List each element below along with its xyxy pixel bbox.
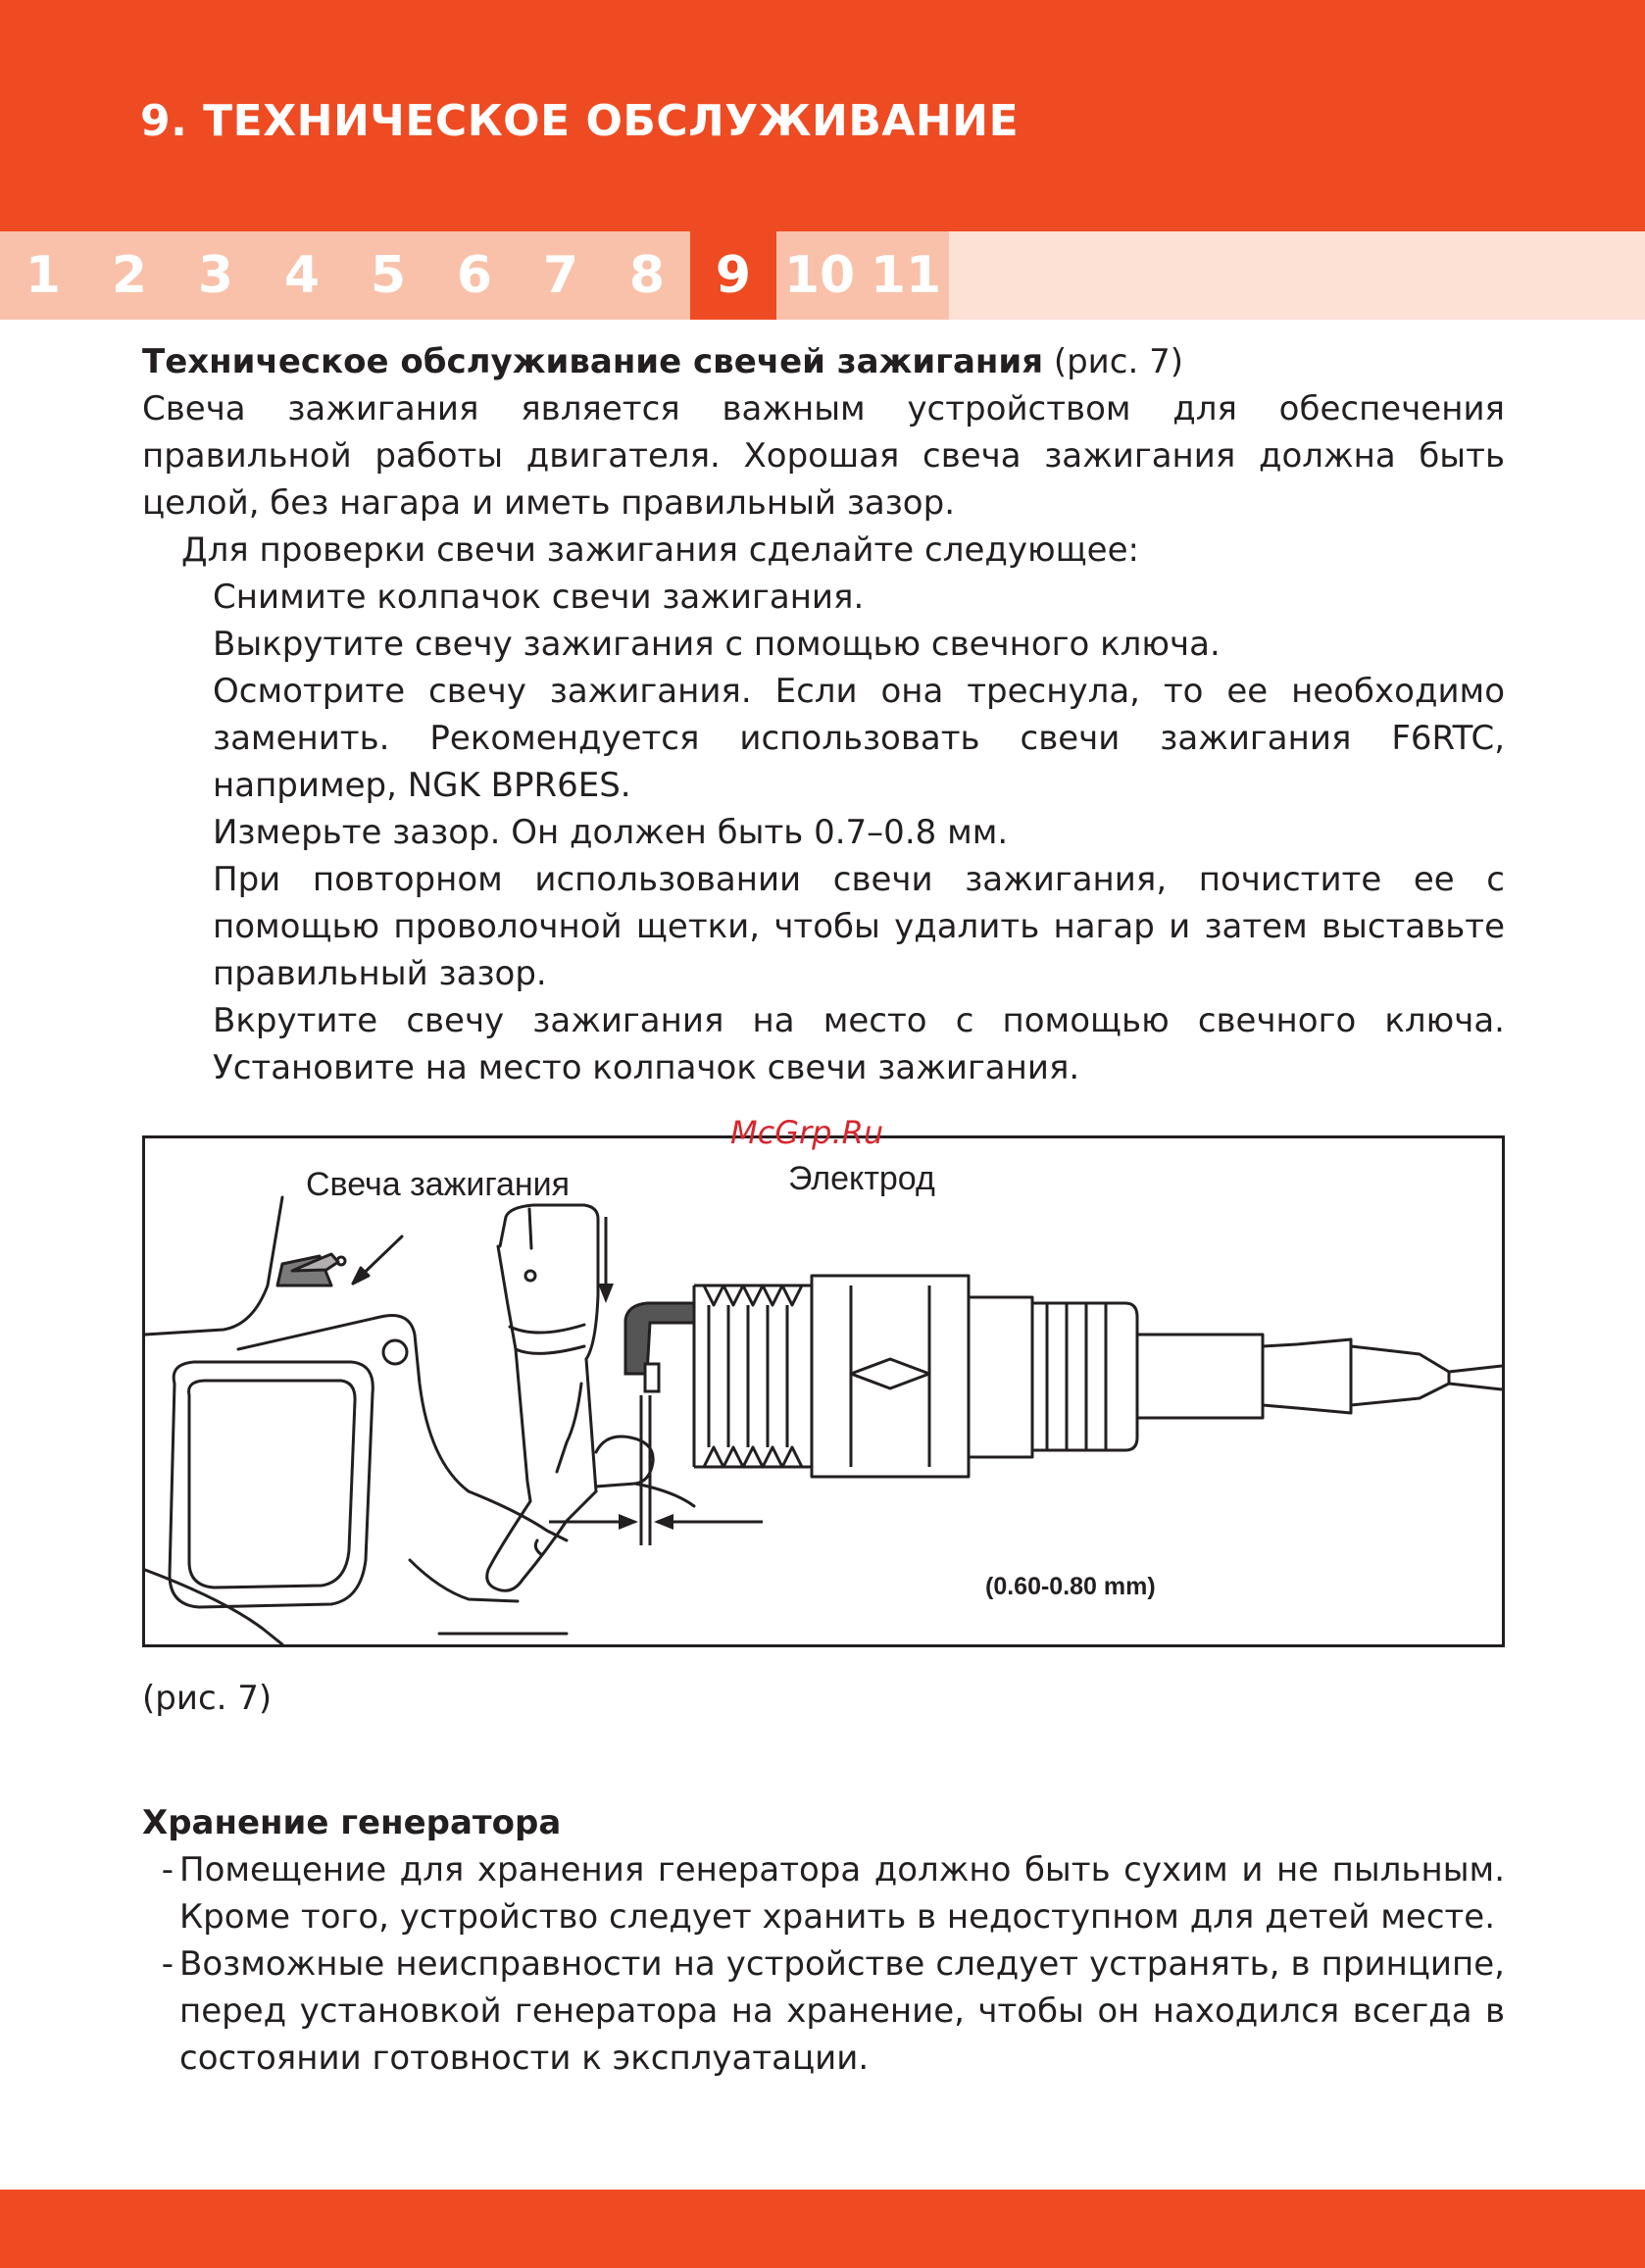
- tab-chapter-6[interactable]: 6: [431, 231, 518, 320]
- tab-chapter-8[interactable]: 8: [604, 231, 690, 320]
- figure-reference: (рис. 7): [1043, 342, 1183, 381]
- chapter-tabs: [0, 231, 1645, 320]
- bullet-text: Возможные неисправности на устройстве следует устранять, в принципе, перед установкой генератора на хранение, чтобы он находился всегда в состоянии готовности к эксплуатации.: [179, 1944, 1505, 2078]
- step-item: Осмотрите свечу зажигания. Если она треснула, то ее необходимо заменить. Рекомендуется использовать свечи зажигания F6RTC, например, NGK BPR6ES.: [213, 672, 1505, 805]
- bullet-marker: -: [161, 1850, 174, 1890]
- tab-chapter-9[interactable]: 9: [690, 231, 776, 320]
- bullet-text: Помещение для хранения генератора должно быть сухим и не пыльным. Кроме того, устройство следует хранить в недоступном для детей месте.: [179, 1850, 1505, 1937]
- step-item: Измерьте зазор. Он должен быть 0.7–0.8 мм.: [213, 813, 1009, 852]
- watermark: McGrp.Ru: [730, 1114, 884, 1151]
- spark-plug-section: [142, 338, 1505, 1091]
- tab-chapter-11[interactable]: 11: [863, 231, 949, 320]
- tab-chapter-3[interactable]: 3: [173, 231, 259, 320]
- spark-plug-figure: [142, 1135, 1505, 1647]
- tab-chapter-2[interactable]: 2: [86, 231, 173, 320]
- spark-plug-illustration: [145, 1138, 1502, 1644]
- label-gap: (0.60-0.80 mm): [985, 1573, 1156, 1600]
- tab-chapter-7[interactable]: 7: [518, 231, 604, 320]
- list-item: [142, 1940, 1505, 2082]
- figure-caption: (рис. 7): [142, 1679, 273, 1718]
- tab-chapter-1[interactable]: 1: [0, 231, 86, 320]
- section-heading: [142, 338, 1505, 385]
- tab-chapter-4[interactable]: 4: [259, 231, 345, 320]
- label-electrode: Электрод: [788, 1160, 935, 1197]
- bullet-marker: -: [161, 1944, 174, 1984]
- step-item: Снимите колпачок свечи зажигания.: [213, 578, 865, 617]
- footer-band: [0, 2190, 1645, 2268]
- chapter-title: 9. ТЕХНИЧЕСКОЕ ОБСЛУЖИВАНИЕ: [140, 96, 1020, 146]
- step-item: Вкрутите свечу зажигания на место с помощью свечного ключа. Установите на место колпачок свечи зажигания.: [213, 1001, 1505, 1087]
- tab-chapter-5[interactable]: 5: [345, 231, 431, 320]
- storage-title: Хранение генератора: [142, 1803, 562, 1842]
- section-title: Техническое обслуживание свечей зажигания: [142, 342, 1044, 381]
- tab-chapter-10[interactable]: 10: [776, 231, 863, 320]
- check-intro: Для проверки свечи зажигания сделайте следующее:: [181, 530, 1139, 570]
- list-item: [142, 1846, 1505, 1940]
- step-item: Выкрутите свечу зажигания с помощью свечного ключа.: [213, 625, 1221, 664]
- storage-section: [142, 1799, 1505, 2082]
- intro-paragraph: Свеча зажигания является важным устройством для обеспечения правильной работы двигателя. Хорошая свеча зажигания должна быть целой, без нагара и иметь правильный зазор.: [142, 389, 1505, 523]
- step-item: При повторном использовании свечи зажигания, почистите ее с помощью проволочной щетки, чтобы удалить нагар и затем выставьте правильный зазор.: [213, 860, 1505, 993]
- label-spark-plug: Свеча зажигания: [306, 1166, 571, 1203]
